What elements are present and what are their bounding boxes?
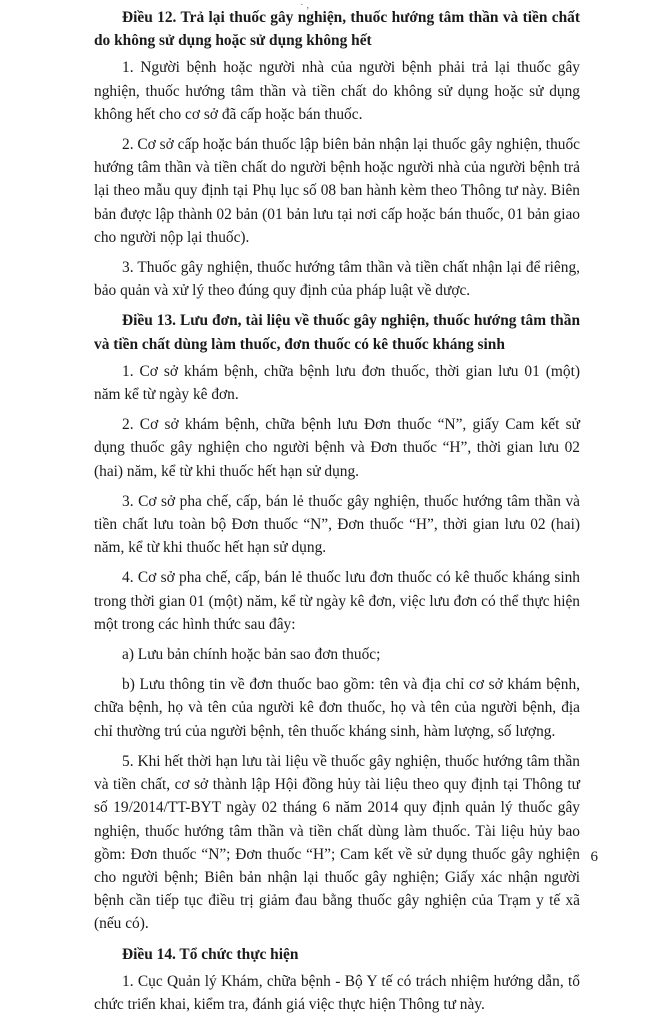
article-12-heading: Điều 12. Trả lại thuốc gây nghiện, thuốc hướng tâm thần và tiền chất do không sử dụng hoặc sử dụng không hết <box>94 9 580 50</box>
paragraph: 3. Thuốc gây nghiện, thuốc hướng tâm thần và tiền chất nhận lại để riêng, bảo quản và xử lý theo đúng quy định của pháp luật về dược. <box>94 259 580 300</box>
paragraph: 5. Khi hết thời hạn lưu tài liệu về thuốc gây nghiện, thuốc hướng tâm thần và tiền chất, cơ sở thành lập Hội đồng hủy tài liệu theo quy định tại Thông tư số 19/2014/TT-BYT ngày 02 tháng 6 năm 2014 quy định quản lý thuốc gây nghiện, thuốc hướng tâm thần và tiền chất dùng làm thuốc. Tài liệu hủy bao gồm: Đơn thuốc “N”; Đơn thuốc “H”; Cam kết về sử dụng thuốc gây nghiện cho người bệnh; Biên bản nhận lại thuốc gây nghiện; Giấy xác nhận người bệnh cần tiếp tục điều trị giảm đau bằng thuốc gây nghiện của Trạm y tế xã (nếu có). <box>94 752 580 933</box>
paragraph: 1. Cục Quản lý Khám, chữa bệnh - Bộ Y tế có trách nhiệm hướng dẫn, tổ chức triển khai, kiểm tra, đánh giá việc thực hiện Thông tư này. <box>94 972 580 1013</box>
paragraph: b) Lưu thông tin về đơn thuốc bao gồm: tên và địa chỉ cơ sở khám bệnh, chữa bệnh, họ và tên của người kê đơn thuốc, họ và tên của người bệnh, địa chỉ thường trú của người bệnh, tên thuốc kháng sinh, hàm lượng, số lượng. <box>94 676 580 740</box>
paragraph: 2. Cơ sở cấp hoặc bán thuốc lập biên bản nhận lại thuốc gây nghiện, thuốc hướng tâm thần và tiền chất do người bệnh hoặc người nhà của người bệnh trả lại theo mẫu quy định tại Phụ lục số 08 ban hành kèm theo Thông tư này. Biên bản được lập thành 02 bản (01 bản lưu tại nơi cấp hoặc bán thuốc, 01 bản giao cho người nộp lại thuốc). <box>94 136 580 246</box>
article-14-heading: Điều 14. Tổ chức thực hiện <box>122 945 299 963</box>
paragraph: 2. Cơ sở khám bệnh, chữa bệnh lưu Đơn thuốc “N”, giấy Cam kết sử dụng thuốc gây nghiện cho người bệnh và Đơn thuốc “H”, thời gian lưu 02 (hai) năm, kể từ khi thuốc hết hạn sử dụng. <box>94 416 580 480</box>
paragraph: 4. Cơ sở pha chế, cấp, bán lẻ thuốc lưu đơn thuốc có kê thuốc kháng sinh trong thời gian 01 (một) năm, kể từ ngày kê đơn, việc lưu đơn có thể thực hiện một trong các hình thức sau đây: <box>94 569 580 633</box>
page-number: 6 <box>590 849 598 865</box>
paragraph: 1. Cơ sở khám bệnh, chữa bệnh lưu đơn thuốc, thời gian lưu 01 (một) năm kể từ ngày kê đơn. <box>94 362 580 404</box>
paragraph: 1. Người bệnh hoặc người nhà của người bệnh phải trả lại thuốc gây nghiện, thuốc hướng tâm thần và tiền chất do không sử dụng hoặc sử dụng không hết cho cơ sở đã cấp hoặc bán thuốc. <box>94 59 580 123</box>
article-13-heading: Điều 13. Lưu đơn, tài liệu về thuốc gây nghiện, thuốc hướng tâm thần và tiền chất dùng làm thuốc, đơn thuốc có kê thuốc kháng sinh <box>94 312 580 353</box>
paragraph: 3. Cơ sở pha chế, cấp, bán lẻ thuốc gây nghiện, thuốc hướng tâm thần và tiền chất lưu toàn bộ Đơn thuốc “N”, Đơn thuốc “H”, thời gian lưu 02 (hai) năm, kể từ khi thuốc hết hạn sử dụng. <box>94 492 580 557</box>
paragraph: a) Lưu bản chính hoặc bản sao đơn thuốc; <box>122 646 381 664</box>
article-12 <box>94 6 580 302</box>
article-13 <box>94 309 580 935</box>
article-14 <box>94 943 580 1017</box>
top-scan-mark: · , <box>300 0 310 11</box>
document-body <box>94 6 580 1023</box>
